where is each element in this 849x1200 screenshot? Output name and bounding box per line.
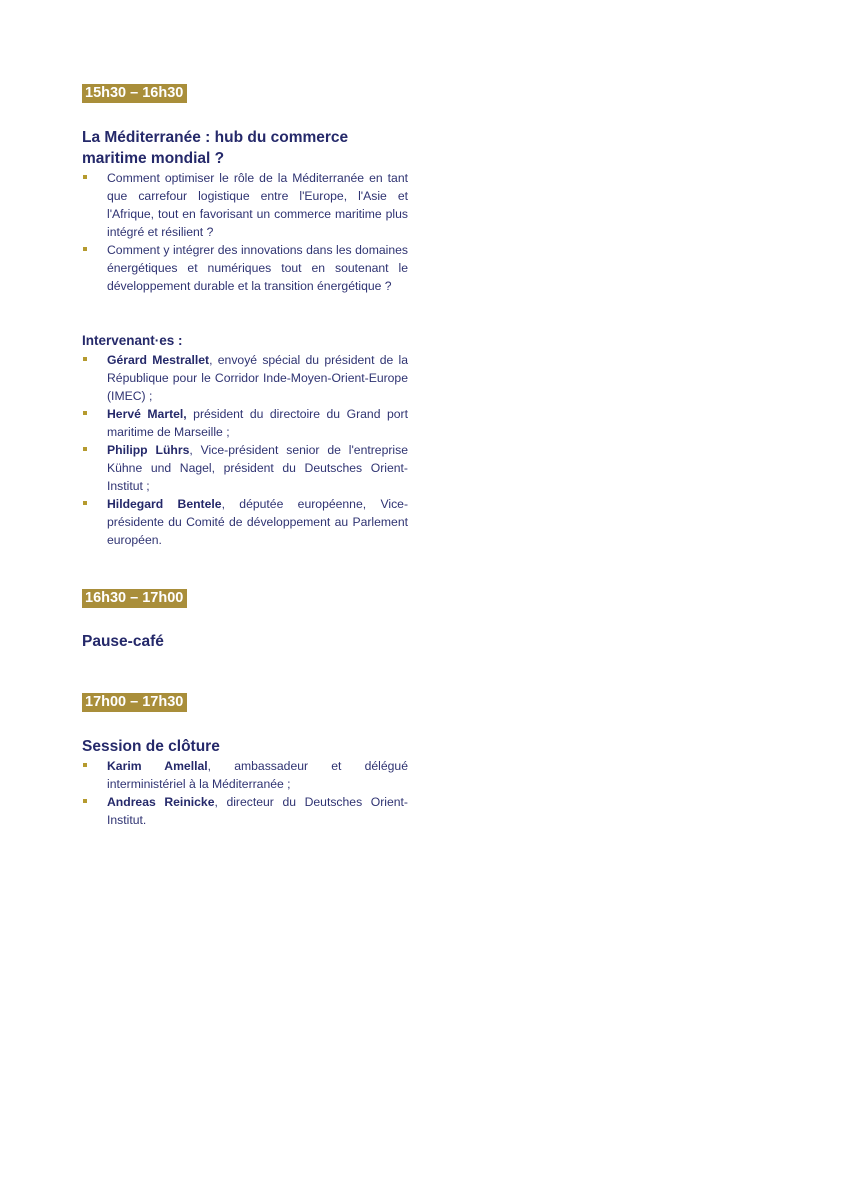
square-bullet-icon <box>83 357 87 361</box>
speakers-heading: Intervenant·es : <box>82 333 183 348</box>
time-badge-1530: 15h30 – 16h30 <box>82 84 187 103</box>
square-bullet-icon <box>83 247 87 251</box>
speaker-role: , ambassadeur et délégué interministériel à la Méditerranée ; <box>107 759 408 791</box>
list-item <box>82 241 408 295</box>
list-item <box>82 405 408 441</box>
section-title-pause: Pause-café <box>82 633 164 650</box>
speaker-name: Hildegard Bentele <box>107 497 222 511</box>
question-text: Comment optimiser le rôle de la Méditerranée en tant que carrefour logistique entre l'Europe, l'Asie et l'Afrique, tout en favorisant un commerce maritime plus intégré et résilient ? <box>107 171 408 239</box>
speaker-role: , Vice-président senior de l'entreprise Kühne und Nagel, président du Deutsches Orient-Institut ; <box>107 443 408 493</box>
square-bullet-icon <box>83 175 87 179</box>
speaker-name: Gérard Mestrallet <box>107 353 210 367</box>
square-bullet-icon <box>83 501 87 505</box>
speaker-name: Philipp Lührs <box>107 443 190 457</box>
time-badge-1630: 16h30 – 17h00 <box>82 589 187 608</box>
list-item <box>82 351 408 405</box>
list-item <box>82 757 408 793</box>
speakers-list <box>82 351 408 549</box>
square-bullet-icon <box>83 447 87 451</box>
speaker-name: Hervé Martel, <box>107 407 187 421</box>
section-title-closing: Session de clôture <box>82 738 220 755</box>
list-item <box>82 793 408 829</box>
square-bullet-icon <box>83 763 87 767</box>
section-title-hub: La Méditerranée : hub du commerce maritime mondial ? <box>82 129 349 167</box>
square-bullet-icon <box>83 799 87 803</box>
list-item <box>82 441 408 495</box>
speaker-role: , députée européenne, Vice-présidente du Comité de développement au Parlement européen. <box>107 497 409 547</box>
time-badge-1700: 17h00 – 17h30 <box>82 693 187 712</box>
speaker-role: président du directoire du Grand port maritime de Marseille ; <box>107 407 408 439</box>
list-item <box>82 169 408 241</box>
speaker-role: , envoyé spécial du président de la République pour le Corridor Inde-Moyen-Orient-Europe (IMEC) ; <box>107 353 408 403</box>
square-bullet-icon <box>83 411 87 415</box>
speaker-role: , directeur du Deutsches Orient-Institut. <box>107 795 408 827</box>
closing-speakers-list <box>82 757 408 829</box>
speaker-name: Karim Amellal <box>107 759 208 773</box>
list-item <box>82 495 408 549</box>
questions-list <box>82 169 408 295</box>
speaker-name: Andreas Reinicke <box>107 795 215 809</box>
question-text: Comment y intégrer des innovations dans les domaines énergétiques et numériques tout en soutenant le développement durable et la transition énergétique ? <box>107 243 408 293</box>
